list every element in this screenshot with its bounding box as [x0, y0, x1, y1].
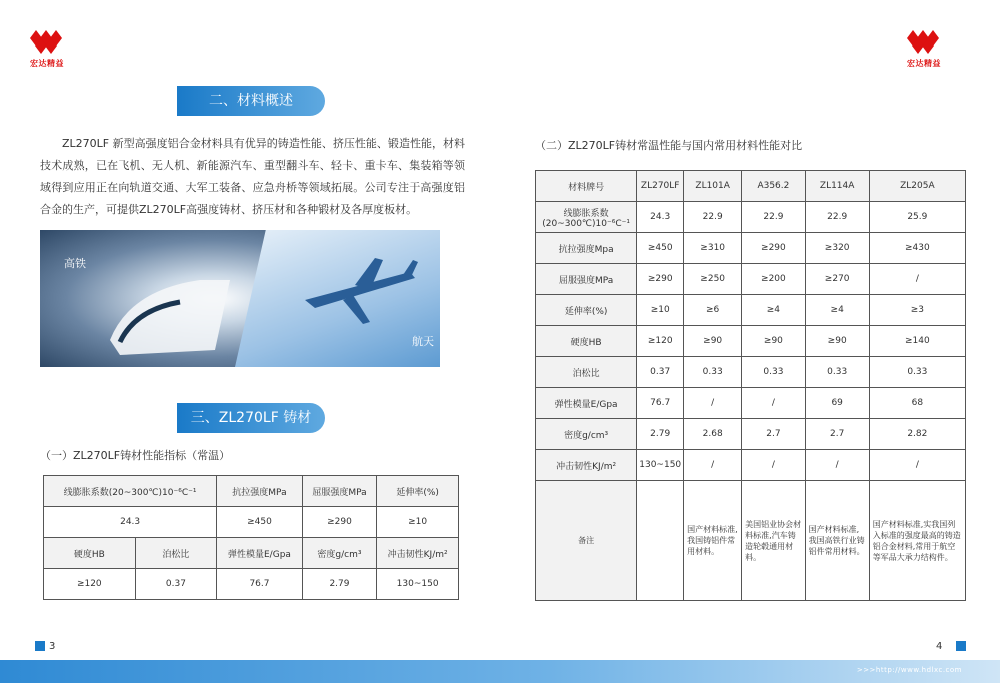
table-cell: ≥270 — [805, 264, 869, 295]
table-cell: ≥6 — [684, 295, 742, 326]
table-cell: ≥450 — [217, 507, 302, 538]
table-row — [536, 357, 966, 388]
table-row — [536, 450, 966, 481]
row-label: 硬度HB — [536, 326, 637, 357]
table-cell: ≥290 — [742, 233, 805, 264]
table-cell: 68 — [869, 388, 965, 419]
row-label: 抗拉强度Mpa — [536, 233, 637, 264]
page-number-right — [936, 641, 966, 652]
table-header-cell: 屈服强度MPa — [302, 476, 377, 507]
table-cell: ≥250 — [684, 264, 742, 295]
notes-label: 备注 — [536, 481, 637, 601]
notes-cell: 国产材料标准,实我国列入标准的强度最高的铸造铝合金材料,常用于航空等军品大承力结构件。 — [869, 481, 965, 601]
table-header-cell: 弹性模量E/Gpa — [217, 538, 302, 569]
image-label-aerospace: 航天 — [412, 335, 434, 348]
image-label-high-speed-rail: 高铁 — [64, 257, 86, 270]
table-cell: 0.33 — [684, 357, 742, 388]
table-header-cell: 线膨胀系数(20~300℃)10⁻⁶C⁻¹ — [44, 476, 217, 507]
notes-cell: 国产材料标准,我国铸铝件常用材料。 — [684, 481, 742, 601]
page-marker-icon — [35, 641, 45, 651]
casting-properties-table — [43, 475, 459, 600]
table-cell: 0.33 — [742, 357, 805, 388]
table-row — [536, 295, 966, 326]
table-row-notes — [536, 481, 966, 601]
table-cell: 2.82 — [869, 419, 965, 450]
table-cell: ≥4 — [742, 295, 805, 326]
page-number-left — [35, 641, 55, 652]
table-row — [536, 326, 966, 357]
table-header-cell: 冲击韧性KJ/m² — [377, 538, 459, 569]
table-cell: 22.9 — [742, 202, 805, 233]
table-row — [536, 233, 966, 264]
table-header-cell: 抗拉强度MPa — [217, 476, 302, 507]
table-cell: 2.79 — [637, 419, 684, 450]
table-cell: 25.9 — [869, 202, 965, 233]
table-row — [536, 264, 966, 295]
table-cell: ≥120 — [44, 569, 136, 600]
row-label: 延伸率(%) — [536, 295, 637, 326]
table-cell: ≥450 — [637, 233, 684, 264]
table-cell: / — [742, 450, 805, 481]
table-cell: 2.7 — [742, 419, 805, 450]
table-row — [44, 538, 459, 569]
table-cell: ≥320 — [805, 233, 869, 264]
table-header-cell: 密度g/cm³ — [302, 538, 377, 569]
table-cell: ≥430 — [869, 233, 965, 264]
table-header-cell: ZL114A — [805, 171, 869, 202]
brand-name: 宏达精益 — [907, 59, 941, 68]
table-row — [44, 507, 459, 538]
table-cell: ≥10 — [377, 507, 459, 538]
row-label: 弹性模量E/Gpa — [536, 388, 637, 419]
table-cell: ≥90 — [805, 326, 869, 357]
table-cell: ≥140 — [869, 326, 965, 357]
diamond-logo-icon — [905, 28, 949, 56]
table-row — [44, 476, 459, 507]
table-cell: 0.33 — [805, 357, 869, 388]
table-1-heading: （一）ZL270LF铸材性能指标（常温） — [40, 449, 231, 462]
comparison-table — [535, 170, 966, 601]
table-row — [44, 569, 459, 600]
table-cell: ≥4 — [805, 295, 869, 326]
table-cell: 24.3 — [44, 507, 217, 538]
table-cell: 22.9 — [805, 202, 869, 233]
table-row — [536, 388, 966, 419]
train-image — [40, 230, 270, 367]
table-cell: / — [869, 450, 965, 481]
table-header-cell: ZL205A — [869, 171, 965, 202]
table-header-cell: 材料牌号 — [536, 171, 637, 202]
table-cell: ≥120 — [637, 326, 684, 357]
table-header-cell: 硬度HB — [44, 538, 136, 569]
brand-name: 宏达精益 — [30, 59, 64, 68]
table-cell: 2.79 — [302, 569, 377, 600]
table-header-cell: ZL101A — [684, 171, 742, 202]
table-cell: 22.9 — [684, 202, 742, 233]
table-cell: / — [684, 450, 742, 481]
table-cell: 0.37 — [637, 357, 684, 388]
table-2-heading: （二）ZL270LF铸材常温性能与国内常用材料性能对比 — [535, 139, 803, 152]
table-cell: ≥90 — [742, 326, 805, 357]
brand-logo — [905, 28, 965, 68]
table-cell: 24.3 — [637, 202, 684, 233]
table-cell: / — [742, 388, 805, 419]
table-header-cell: 泊松比 — [135, 538, 217, 569]
table-header-cell: A356.2 — [742, 171, 805, 202]
website-url[interactable]: >>>http://www.hdlxc.com — [856, 666, 962, 674]
table-cell: ≥310 — [684, 233, 742, 264]
table-header-cell: 延伸率(%) — [377, 476, 459, 507]
notes-cell — [637, 481, 684, 601]
diamond-logo-icon — [28, 28, 72, 56]
table-row — [536, 419, 966, 450]
page-number-text: 4 — [936, 641, 943, 652]
airplane-image — [235, 230, 440, 367]
table-cell: / — [869, 264, 965, 295]
table-row — [536, 202, 966, 233]
row-label: 泊松比 — [536, 357, 637, 388]
table-header-cell: ZL270LF — [637, 171, 684, 202]
table-cell: 76.7 — [217, 569, 302, 600]
footer-bar — [0, 660, 1000, 683]
table-cell: ≥10 — [637, 295, 684, 326]
section-title-casting: 三、ZL270LF 铸材 — [177, 403, 325, 433]
page-marker-icon — [956, 641, 966, 651]
intro-paragraph: ZL270LF 新型高强度铝合金材料具有优异的铸造性能、挤压性能、锻造性能，材料技术成熟，已在飞机、无人机、新能源汽车、重型翻斗车、轻卡、重卡车、集装箱等领域得到应用正在向轨道交通、大军工装备、应急舟桥等领域拓展。公司专注于高强度铝合金的生产，可提供ZL270LF高强度铸材、挤压材和各种锻材及各厚度板材。 — [40, 137, 465, 216]
notes-cell: 国产材料标准,我国高铁行业铸铝件常用材料。 — [805, 481, 869, 601]
page-number-text: 3 — [49, 641, 56, 652]
brand-logo — [28, 28, 88, 68]
row-label: 密度g/cm³ — [536, 419, 637, 450]
table-cell: 69 — [805, 388, 869, 419]
row-label: 线膨胀系数(20~300℃)10⁻⁶C⁻¹ — [536, 202, 637, 233]
table-cell: / — [805, 450, 869, 481]
row-label: 屈服强度MPa — [536, 264, 637, 295]
table-cell: 2.7 — [805, 419, 869, 450]
table-cell: / — [684, 388, 742, 419]
table-cell: ≥3 — [869, 295, 965, 326]
table-cell: ≥290 — [637, 264, 684, 295]
table-cell: 2.68 — [684, 419, 742, 450]
section-title-overview: 二、材料概述 — [177, 86, 325, 116]
table-cell: 0.33 — [869, 357, 965, 388]
table-cell: ≥290 — [302, 507, 377, 538]
table-cell: ≥90 — [684, 326, 742, 357]
table-cell: ≥200 — [742, 264, 805, 295]
table-header-row — [536, 171, 966, 202]
hero-image — [40, 230, 440, 367]
table-cell: 76.7 — [637, 388, 684, 419]
table-cell: 0.37 — [135, 569, 217, 600]
table-cell: 130~150 — [637, 450, 684, 481]
table-cell: 130~150 — [377, 569, 459, 600]
row-label: 冲击韧性KJ/m² — [536, 450, 637, 481]
notes-cell: 美国铝业协会材料标准,汽车铸造轮毂通用材料。 — [742, 481, 805, 601]
